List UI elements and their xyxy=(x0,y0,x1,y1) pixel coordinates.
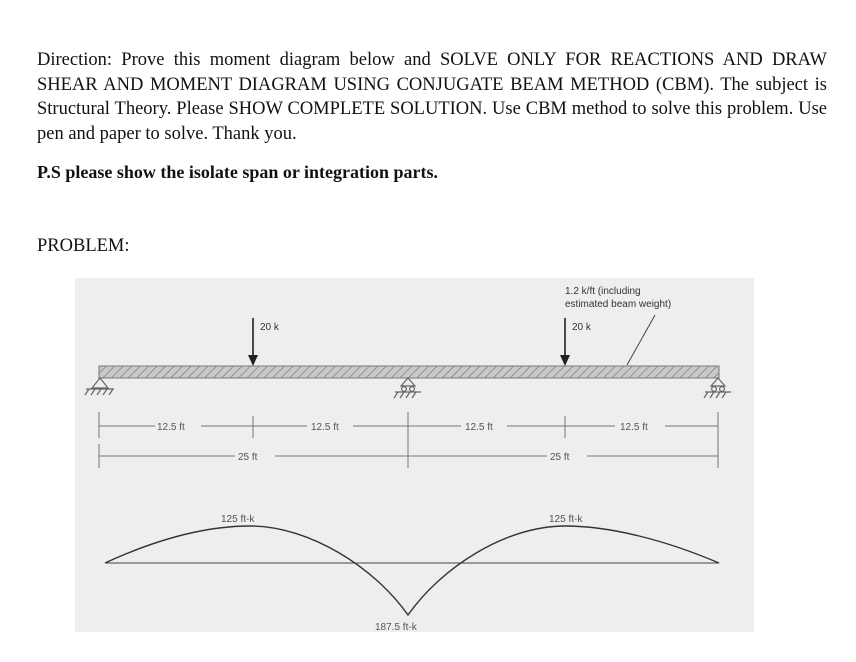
left-pin-support xyxy=(85,378,114,395)
left-point-load-label: 20 k xyxy=(260,322,279,333)
load-note-line1: 1.2 k/ft (including xyxy=(565,286,641,297)
moment-support-negative: 187.5 ft-k xyxy=(375,622,417,632)
left-point-load-arrow xyxy=(248,318,258,366)
load-note-leader xyxy=(627,315,655,365)
ps-note: P.S please show the isolate span or integration parts. xyxy=(37,162,439,182)
moment-left-positive: 125 ft-k xyxy=(221,514,255,525)
load-note-line2: estimated beam weight) xyxy=(565,299,672,310)
right-point-load-label: 20 k xyxy=(572,322,591,333)
problem-label: PROBLEM: xyxy=(37,236,130,256)
dim-seg3: 12.5 ft xyxy=(465,422,493,433)
direction-paragraph: Direction: Prove this moment diagram below and SOLVE ONLY FOR REACTIONS AND DRAW SHEAR AND MOMENT DIAGRAM USING CONJUGATE BEAM METHOD (CBM). The subject is Structural Theory. Please SHOW COMPLETE SOLUTION. Use CBM method to solve this problem. Use pen and paper to solve. Thank you. xyxy=(37,50,827,144)
dim-seg4: 12.5 ft xyxy=(620,422,648,433)
right-roller-support xyxy=(704,378,731,398)
moment-right-positive: 125 ft-k xyxy=(549,514,583,525)
middle-roller-support xyxy=(394,378,421,398)
dimension-row-1 xyxy=(99,412,718,468)
moment-curve xyxy=(105,526,719,615)
dim-seg2: 12.5 ft xyxy=(311,422,339,433)
beam-diagram-svg xyxy=(75,278,754,632)
dim-seg1: 12.5 ft xyxy=(157,422,185,433)
right-point-load-arrow xyxy=(560,318,570,366)
beam-figure xyxy=(75,278,754,632)
beam xyxy=(99,366,719,378)
dim-span-right: 25 ft xyxy=(550,452,570,463)
dim-span-left: 25 ft xyxy=(238,452,258,463)
